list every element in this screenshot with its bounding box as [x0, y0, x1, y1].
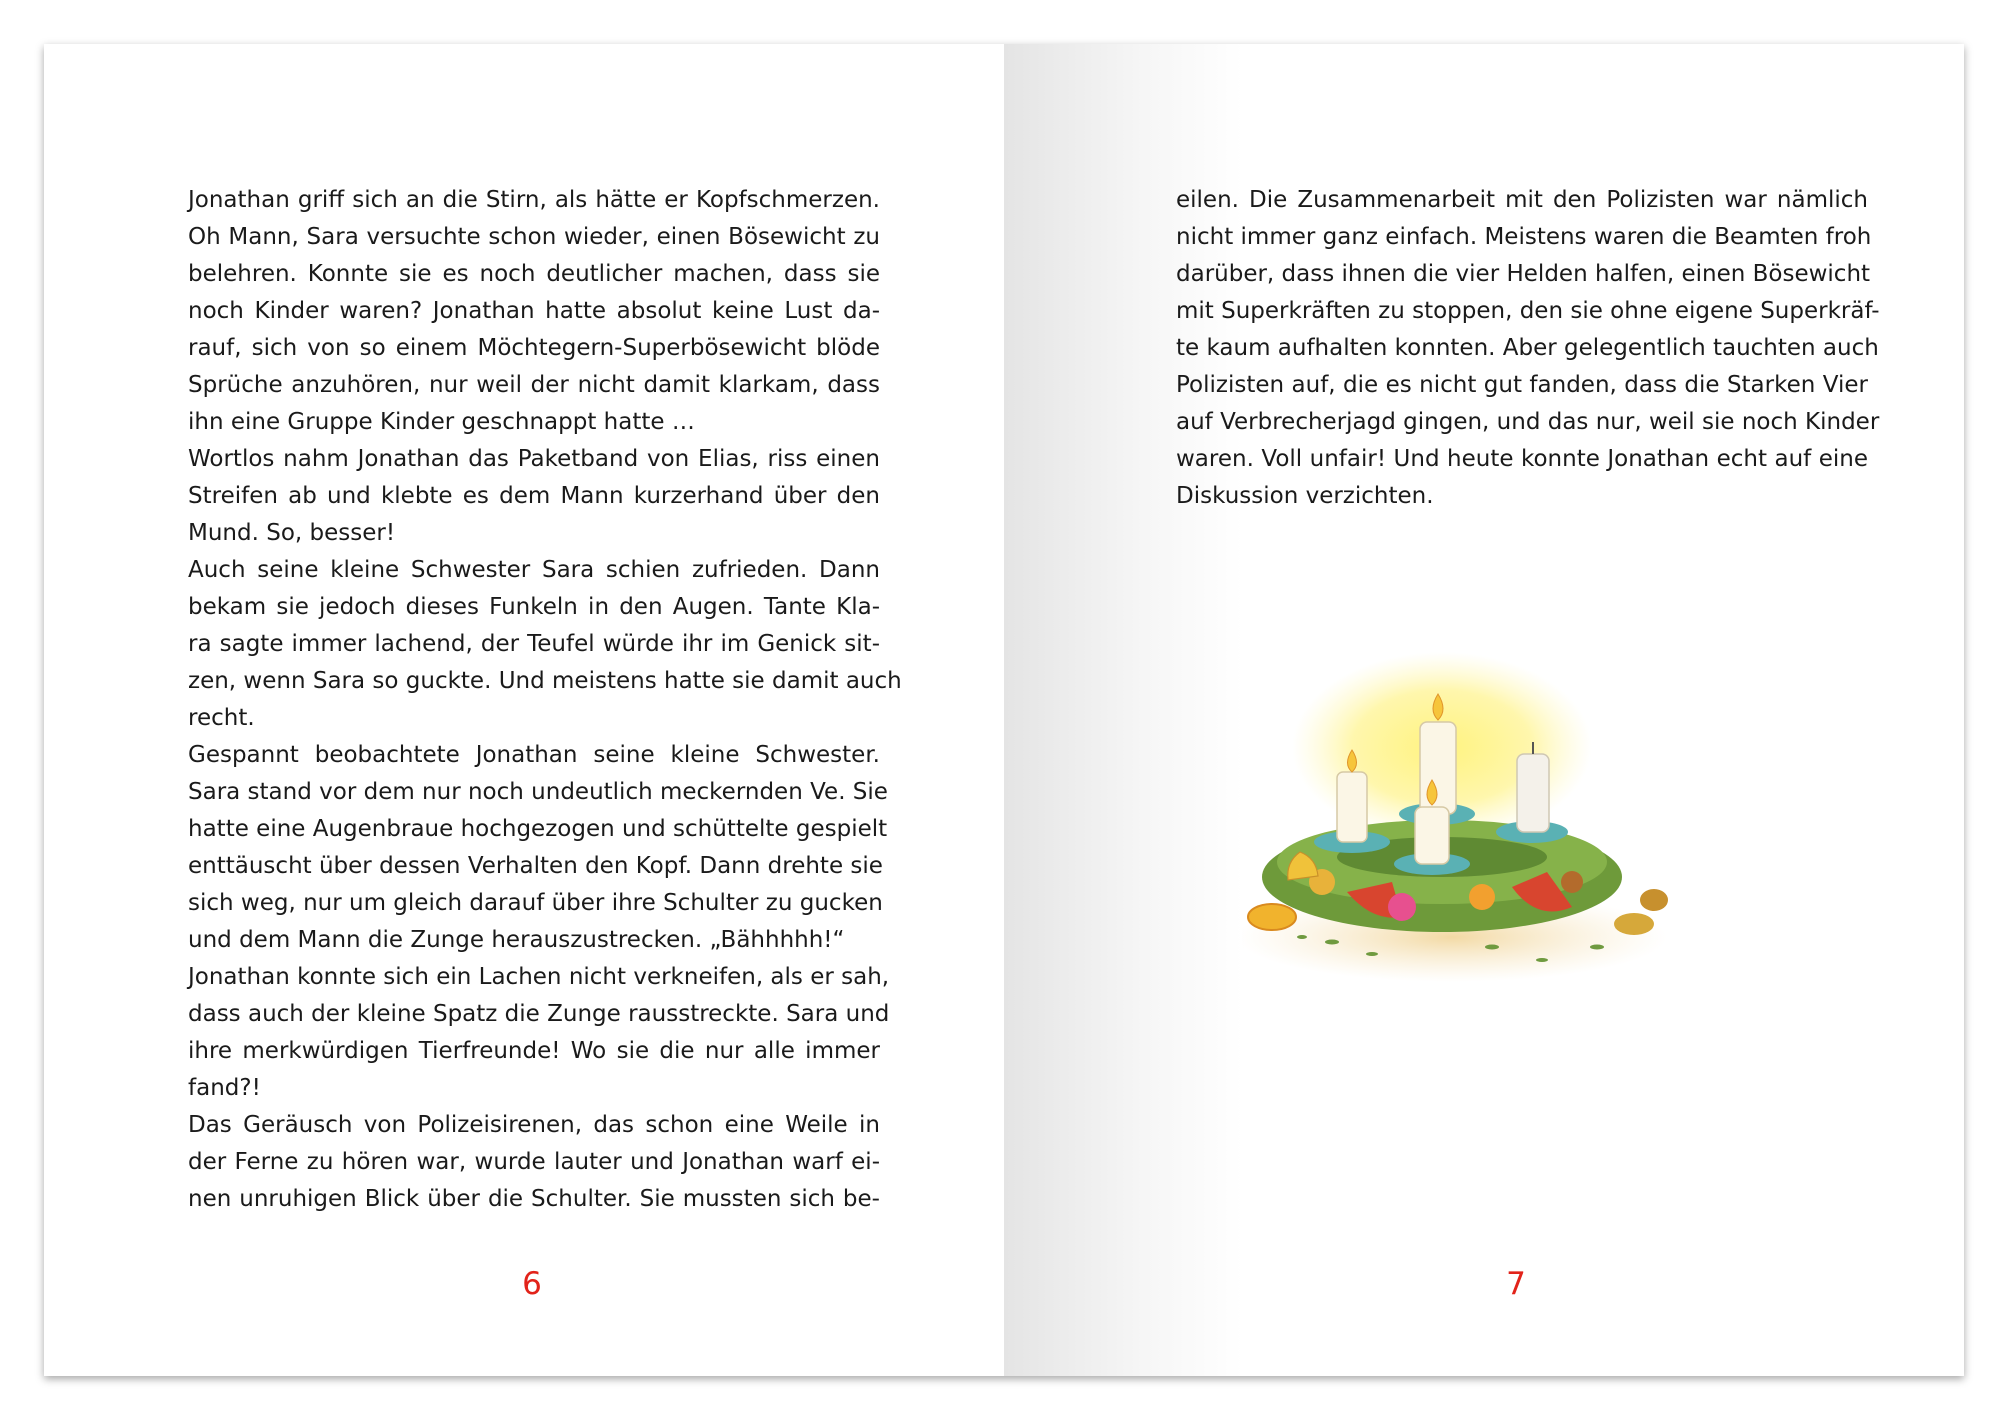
text-line: Jonathan griff sich an die Stirn, als hätte er Kopfschmerzen.: [188, 187, 880, 213]
page-number-right: 7: [1506, 1266, 1526, 1302]
text-line: bekam sie jedoch dieses Funkeln in den Augen. Tante Kla-: [188, 594, 880, 620]
text-line: recht.: [188, 705, 255, 731]
text-line: eilen. Die Zusammenarbeit mit den Polizisten war nämlich: [1176, 187, 1868, 213]
book-spread: [44, 44, 1964, 1376]
text-line: ihn eine Gruppe Kinder geschnappt hatte …: [188, 409, 695, 435]
text-line: auf Verbrecherjagd gingen, und das nur, weil sie noch Kinder: [1176, 409, 1880, 435]
text-line: Gespannt beobachtete Jonathan seine kleine Schwester.: [188, 742, 880, 768]
candle: [1420, 722, 1456, 814]
right-page: [1004, 44, 1964, 1376]
text-line: ra sagte immer lachend, der Teufel würde ihr im Genick sit-: [188, 631, 880, 657]
advent-wreath-illustration: [1242, 642, 1682, 992]
text-line: rauf, sich von so einem Möchtegern-Superbösewicht blöde: [188, 335, 880, 361]
ornament: [1469, 884, 1495, 910]
text-line: fand?!: [188, 1075, 261, 1101]
text-line: Das Geräusch von Polizeisirenen, das schon eine Weile in: [188, 1112, 880, 1138]
text-line: dass auch der kleine Spatz die Zunge rausstreckte. Sara und: [188, 1001, 890, 1027]
text-line: Jonathan konnte sich ein Lachen nicht verkneifen, als er sah,: [188, 964, 890, 990]
walnut: [1640, 889, 1668, 911]
text-line: hatte eine Augenbraue hochgezogen und schüttelte gespielt: [188, 816, 888, 842]
text-line: und dem Mann die Zunge herauszustrecken. „Bähhhhh!“: [188, 927, 845, 953]
text-line: Diskussion verzichten.: [1176, 483, 1434, 509]
ornament: [1388, 893, 1416, 921]
text-line: Sara stand vor dem nur noch undeutlich meckernden Ve. Sie: [188, 779, 888, 805]
text-line: mit Superkräften zu stoppen, den sie ohne eigene Superkräf-: [1176, 298, 1880, 324]
page-number-left: 6: [522, 1266, 542, 1302]
text-line: sich weg, nur um gleich darauf über ihre Schulter zu gucken: [188, 890, 883, 916]
candle: [1415, 807, 1449, 864]
left-page-text: [188, 182, 902, 1218]
text-line: der Ferne zu hören war, wurde lauter und Jonathan warf ei-: [188, 1149, 880, 1175]
candle: [1337, 772, 1367, 842]
left-page: [44, 44, 1004, 1376]
text-line: Polizisten auf, die es nicht gut fanden, dass die Starken Vier: [1176, 372, 1868, 398]
text-line: zen, wenn Sara so guckte. Und meistens hatte sie damit auch: [188, 668, 902, 694]
text-line: belehren. Konnte sie es noch deutlicher machen, dass sie: [188, 261, 880, 287]
text-line: Oh Mann, Sara versuchte schon wieder, einen Bösewicht zu: [188, 224, 880, 250]
text-line: ihre merkwürdigen Tierfreunde! Wo sie die nur alle immer: [188, 1038, 880, 1064]
text-line: nicht immer ganz einfach. Meistens waren die Beamten froh: [1176, 224, 1872, 250]
text-line: noch Kinder waren? Jonathan hatte absolut keine Lust da-: [188, 298, 880, 324]
text-line: Wortlos nahm Jonathan das Paketband von Elias, riss einen: [188, 446, 880, 472]
text-line: enttäuscht über dessen Verhalten den Kopf. Dann drehte sie: [188, 853, 883, 879]
text-line: nen unruhigen Blick über die Schulter. Sie mussten sich be-: [188, 1186, 880, 1212]
text-line: Mund. So, besser!: [188, 520, 396, 546]
text-line: Auch seine kleine Schwester Sara schien zufrieden. Dann: [188, 557, 880, 583]
walnut: [1614, 913, 1654, 935]
text-line: Streifen ab und klebte es dem Mann kurzerhand über den: [188, 483, 880, 509]
text-line: waren. Voll unfair! Und heute konnte Jonathan echt auf eine: [1176, 446, 1868, 472]
text-line: te kaum aufhalten konnten. Aber gelegentlich tauchten auch: [1176, 335, 1879, 361]
orange-slice: [1248, 904, 1296, 930]
text-line: darüber, dass ihnen die vier Helden halfen, einen Bösewicht: [1176, 261, 1871, 287]
text-line: Sprüche anzuhören, nur weil der nicht damit klarkam, dass: [188, 372, 880, 398]
ornament: [1561, 871, 1583, 893]
right-page-text: [1176, 182, 1880, 515]
candle: [1517, 754, 1549, 832]
